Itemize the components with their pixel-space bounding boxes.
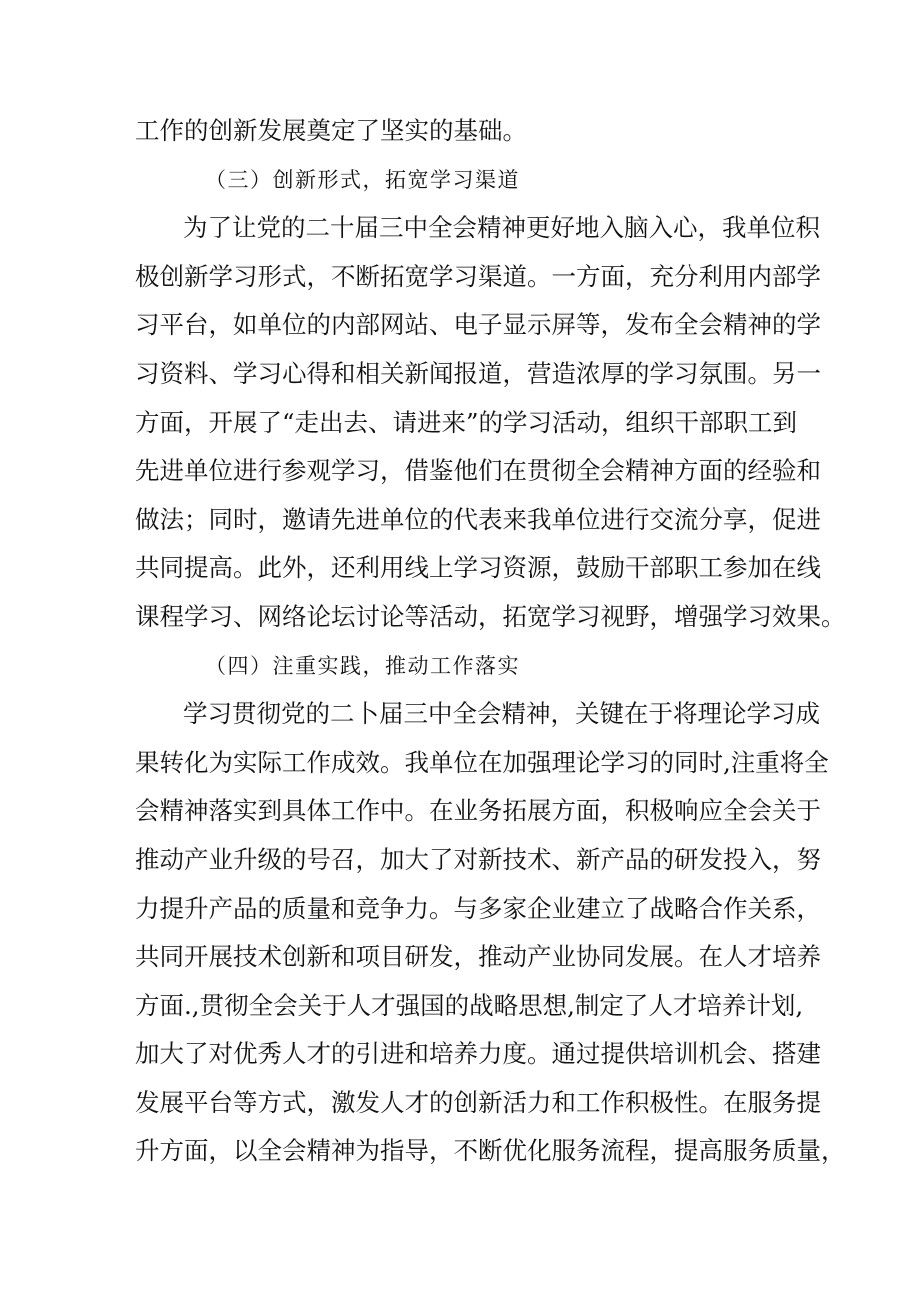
text-line: 会精神落实到具体工作中。在业务拓展方面，积极响应全会关于 bbox=[135, 796, 821, 826]
text-line: 极创新学习形式，不断拓宽学习渠道。一方面，充分利用内部学 bbox=[135, 261, 821, 291]
text-line: 课程学习、网络论坛讨论等活动，拓宽学习视野，增强学习效果。 bbox=[135, 601, 846, 631]
document-body bbox=[135, 107, 846, 1176]
text-line: 共同开展技术创新和项目研发，推动产业协同发展。在人才培养 bbox=[135, 942, 821, 972]
text-line: 方面.,贯彻全会关于人才强国的战略思想,制定了人才培养计划, bbox=[135, 990, 804, 1020]
text-line: 发展平台等方式，激发人才的创新活力和工作积极性。在服务提 bbox=[135, 1087, 821, 1117]
paragraph-practice bbox=[135, 690, 846, 1176]
paragraph-learning-channels bbox=[135, 204, 846, 641]
text-line: 力提升产品的质量和竞争力。与多家企业建立了战略合作关系， bbox=[135, 893, 821, 923]
text-line: 方面，开展了“走出去、请进来”的学习活动，组织干部职工到 bbox=[135, 407, 798, 437]
text-line: 工作的创新发展奠定了坚实的基础。 bbox=[135, 116, 527, 145]
text-line: 习资料、学习心得和相关新闻报道，营造浓厚的学习氛围。另一 bbox=[135, 358, 821, 388]
text-line: 做法；同时，邀请先进单位的代表来我单位进行交流分享，促进 bbox=[135, 504, 821, 534]
text-line: 先进单位进行参观学习，借鉴他们在贯彻全会精神方面的经验和 bbox=[135, 456, 821, 486]
text-line: 为了让党的二十届三中全会精神更好地入脑入心，我单位积 bbox=[183, 213, 820, 243]
text-line: 共同提高。此外，还利用线上学习资源，鼓励干部职工参加在线 bbox=[135, 553, 821, 583]
paragraph-continuation bbox=[135, 107, 797, 156]
text-line: 升方面，以全会精神为指导，不断优化服务流程，提高服务质量， bbox=[135, 1136, 846, 1166]
section-heading-3: （三）创新形式，拓宽学习渠道 bbox=[205, 167, 520, 192]
text-line: 果转化为实际工作成效。我单位在加强理论学习的同时,注重将全 bbox=[135, 747, 829, 777]
text-line: 习平台，如单位的内部网站、电子显示屏等，发布全会精神的学 bbox=[135, 310, 821, 340]
text-line: 推动产业升级的号召，加大了对新技术、新产品的研发投入，努 bbox=[135, 844, 821, 874]
text-line: 学习贯彻党的二卜届三中全会精神，关键在于将理论学习成 bbox=[183, 699, 820, 729]
text-line: 加大了对优秀人才的引进和培养力度。通过提供培训机会、搭建 bbox=[135, 1039, 821, 1069]
section-heading-4: （四）注重实践，推动工作落实 bbox=[205, 653, 520, 678]
